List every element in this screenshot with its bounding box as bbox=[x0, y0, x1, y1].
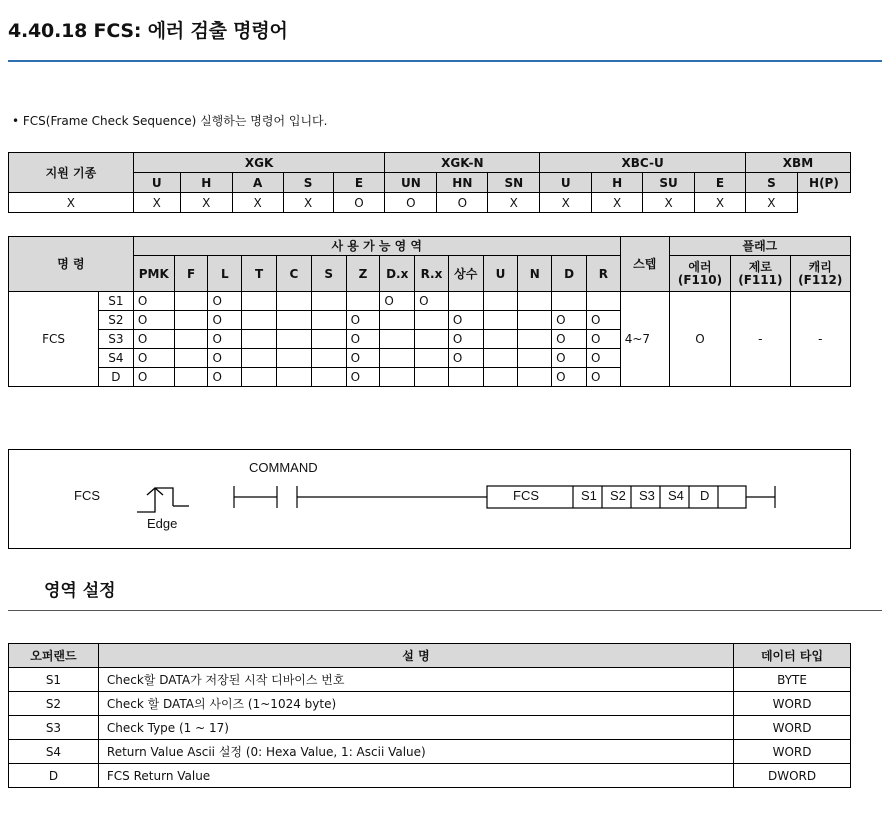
table-row bbox=[9, 716, 851, 740]
area-cell bbox=[242, 368, 277, 387]
area-cell bbox=[174, 292, 208, 311]
support-value: X bbox=[643, 193, 695, 213]
area-cell bbox=[518, 368, 552, 387]
support-value: O bbox=[333, 193, 385, 213]
support-value: X bbox=[283, 193, 333, 213]
box-s4: S4 bbox=[668, 488, 684, 503]
area-cell: O bbox=[133, 368, 174, 387]
intro-text: • FCS(Frame Check Sequence) 실행하는 명령어 입니다. bbox=[12, 114, 328, 128]
area-cell: O bbox=[346, 311, 380, 330]
area-col-header: R bbox=[586, 256, 620, 292]
operand-type: WORD bbox=[734, 740, 851, 764]
operand-name: S3 bbox=[9, 716, 99, 740]
operand-name: S1 bbox=[9, 668, 99, 692]
area-cell bbox=[552, 292, 587, 311]
section-title: 4.40.18 FCS: 에러 검출 명령어 bbox=[8, 20, 288, 42]
support-value: X bbox=[540, 193, 592, 213]
area-cell bbox=[242, 311, 277, 330]
flag-col-header bbox=[669, 256, 730, 292]
operand-description: Return Value Ascii 설정 (0: Hexa Value, 1: Ascii Value) bbox=[98, 740, 733, 764]
model-cell: E bbox=[333, 173, 385, 193]
subsection-divider bbox=[8, 610, 882, 611]
area-col-header: T bbox=[242, 256, 277, 292]
support-value: X bbox=[488, 193, 540, 213]
area-cell: O bbox=[208, 292, 242, 311]
edge-label: Edge bbox=[147, 516, 178, 531]
model-cell: HN bbox=[437, 173, 488, 193]
usage-table bbox=[8, 236, 851, 387]
operand-type: DWORD bbox=[734, 764, 851, 788]
area-col-header: U bbox=[483, 256, 518, 292]
model-cell: A bbox=[232, 173, 283, 193]
support-table bbox=[8, 152, 851, 213]
model-cell: H bbox=[180, 173, 232, 193]
area-cell: O bbox=[552, 330, 587, 349]
area-cell bbox=[483, 292, 518, 311]
flag-value-cell: - bbox=[731, 292, 790, 387]
area-cell bbox=[242, 330, 277, 349]
box-s1: S1 bbox=[581, 488, 597, 503]
area-cell bbox=[518, 292, 552, 311]
operand-description: Check 할 DATA의 사이즈 (1~1024 byte) bbox=[98, 692, 733, 716]
area-cell: O bbox=[448, 311, 483, 330]
ladder-label: FCS bbox=[74, 488, 100, 503]
description-header: 설 명 bbox=[98, 644, 733, 668]
operand-cell: S4 bbox=[99, 349, 134, 368]
area-cell: O bbox=[586, 330, 620, 349]
box-s2: S2 bbox=[610, 488, 626, 503]
area-cell bbox=[518, 349, 552, 368]
command-label: COMMAND bbox=[249, 460, 318, 475]
area-cell bbox=[415, 311, 449, 330]
area-col-header: PMK bbox=[133, 256, 174, 292]
operand-cell: S1 bbox=[99, 292, 134, 311]
table-row bbox=[9, 668, 851, 692]
flag-name: 에러 bbox=[688, 259, 712, 274]
flag-value-cell: - bbox=[790, 292, 851, 387]
operand-description: Check Type (1 ~ 17) bbox=[98, 716, 733, 740]
box-d: D bbox=[700, 488, 710, 503]
area-cell bbox=[242, 349, 277, 368]
area-cell: O bbox=[208, 311, 242, 330]
area-cell bbox=[174, 368, 208, 387]
area-cell bbox=[311, 349, 346, 368]
area-col-header: D bbox=[552, 256, 587, 292]
area-cell: O bbox=[133, 311, 174, 330]
flag-col-header bbox=[790, 256, 851, 292]
support-value: O bbox=[437, 193, 488, 213]
group-xbm: XBM bbox=[745, 153, 850, 173]
area-cell bbox=[415, 330, 449, 349]
step-header: 스텝 bbox=[620, 237, 669, 292]
area-cell bbox=[277, 292, 312, 311]
model-cell: SU bbox=[643, 173, 695, 193]
model-cell: U bbox=[133, 173, 180, 193]
title-divider bbox=[8, 60, 882, 62]
flag-code: (F112) bbox=[798, 272, 843, 287]
model-cell: UN bbox=[385, 173, 437, 193]
area-cell: O bbox=[586, 349, 620, 368]
area-cell bbox=[483, 368, 518, 387]
area-col-header: 상수 bbox=[448, 256, 483, 292]
flag-code: (F110) bbox=[677, 272, 723, 287]
area-cell: O bbox=[133, 292, 174, 311]
area-cell bbox=[174, 330, 208, 349]
model-cell: U bbox=[540, 173, 592, 193]
area-cell bbox=[448, 292, 483, 311]
area-cell: O bbox=[208, 349, 242, 368]
area-cell bbox=[346, 292, 380, 311]
ladder-lines bbox=[9, 450, 850, 548]
operand-name: S2 bbox=[9, 692, 99, 716]
model-cell: H bbox=[592, 173, 643, 193]
operand-name: D bbox=[9, 764, 99, 788]
area-cell: O bbox=[346, 330, 380, 349]
area-cell: O bbox=[133, 330, 174, 349]
box-fcs: FCS bbox=[513, 488, 539, 503]
area-cell: O bbox=[415, 292, 449, 311]
flag-header: 플래그 bbox=[669, 237, 850, 256]
area-cell: O bbox=[586, 368, 620, 387]
area-cell bbox=[380, 349, 415, 368]
command-cell: FCS bbox=[9, 292, 99, 387]
operand-table bbox=[8, 643, 851, 788]
area-col-header: S bbox=[311, 256, 346, 292]
flag-value-cell: O bbox=[669, 292, 730, 387]
support-value: X bbox=[592, 193, 643, 213]
area-cell bbox=[277, 311, 312, 330]
operand-type: WORD bbox=[734, 716, 851, 740]
operand-type: BYTE bbox=[734, 668, 851, 692]
area-cell bbox=[311, 311, 346, 330]
group-xgk: XGK bbox=[133, 153, 385, 173]
area-cell bbox=[242, 292, 277, 311]
area-cell: O bbox=[552, 349, 587, 368]
step-cell: 4~7 bbox=[620, 292, 669, 387]
operand-cell: S2 bbox=[99, 311, 134, 330]
support-value: X bbox=[9, 193, 134, 213]
area-cell: O bbox=[448, 349, 483, 368]
support-value: X bbox=[180, 193, 232, 213]
area-cell bbox=[483, 311, 518, 330]
subsection-title: 영역 설정 bbox=[44, 581, 116, 601]
area-cell: O bbox=[552, 368, 587, 387]
support-value: X bbox=[232, 193, 283, 213]
model-cell: SN bbox=[488, 173, 540, 193]
model-cell: S bbox=[745, 173, 797, 193]
area-col-header: C bbox=[277, 256, 312, 292]
area-cell: O bbox=[208, 330, 242, 349]
area-cell bbox=[277, 330, 312, 349]
area-cell bbox=[415, 349, 449, 368]
model-cell: H(P) bbox=[797, 173, 850, 193]
area-cell bbox=[277, 368, 312, 387]
operand-description: FCS Return Value bbox=[98, 764, 733, 788]
flag-name: 캐리 bbox=[808, 259, 832, 274]
area-cell: O bbox=[346, 368, 380, 387]
area-cell bbox=[518, 330, 552, 349]
area-col-header: Z bbox=[346, 256, 380, 292]
area-cell: O bbox=[552, 311, 587, 330]
area-cell: O bbox=[448, 330, 483, 349]
area-cell bbox=[518, 311, 552, 330]
support-row-label: 지원 기종 bbox=[9, 153, 134, 193]
area-col-header: R.x bbox=[415, 256, 449, 292]
table-row bbox=[9, 740, 851, 764]
support-value: O bbox=[385, 193, 437, 213]
support-value: X bbox=[745, 193, 797, 213]
area-cell bbox=[448, 368, 483, 387]
area-col-header: N bbox=[518, 256, 552, 292]
group-xbc-u: XBC-U bbox=[540, 153, 746, 173]
operand-description: Check할 DATA가 저장된 시작 디바이스 번호 bbox=[98, 668, 733, 692]
area-cell bbox=[311, 292, 346, 311]
area-cell bbox=[277, 349, 312, 368]
operand-cell: D bbox=[99, 368, 134, 387]
area-cell bbox=[415, 368, 449, 387]
area-cell: O bbox=[133, 349, 174, 368]
area-cell bbox=[483, 330, 518, 349]
area-cell bbox=[483, 349, 518, 368]
support-value: X bbox=[133, 193, 180, 213]
operand-name: S4 bbox=[9, 740, 99, 764]
table-row bbox=[9, 692, 851, 716]
area-cell bbox=[586, 292, 620, 311]
area-cell: O bbox=[208, 368, 242, 387]
group-xgk-n: XGK-N bbox=[385, 153, 540, 173]
area-cell bbox=[380, 368, 415, 387]
model-cell: E bbox=[695, 173, 746, 193]
table-row bbox=[9, 764, 851, 788]
operand-header: 오퍼랜드 bbox=[9, 644, 99, 668]
area-cell bbox=[174, 349, 208, 368]
area-header: 사 용 가 능 영 역 bbox=[133, 237, 620, 256]
support-value: X bbox=[695, 193, 746, 213]
area-cell: O bbox=[346, 349, 380, 368]
area-col-header: D.x bbox=[380, 256, 415, 292]
model-cell: S bbox=[283, 173, 333, 193]
flag-col-header bbox=[731, 256, 790, 292]
area-col-header: F bbox=[174, 256, 208, 292]
flag-code: (F111) bbox=[738, 272, 783, 287]
area-cell bbox=[311, 330, 346, 349]
area-col-header: L bbox=[208, 256, 242, 292]
datatype-header: 데이터 타입 bbox=[734, 644, 851, 668]
area-cell bbox=[311, 368, 346, 387]
box-s3: S3 bbox=[639, 488, 655, 503]
table-row bbox=[9, 292, 851, 311]
area-cell: O bbox=[380, 292, 415, 311]
flag-name: 제로 bbox=[748, 259, 772, 274]
operand-type: WORD bbox=[734, 692, 851, 716]
area-cell: O bbox=[586, 311, 620, 330]
area-cell bbox=[174, 311, 208, 330]
area-cell bbox=[380, 311, 415, 330]
operand-cell: S3 bbox=[99, 330, 134, 349]
ladder-diagram bbox=[8, 449, 851, 549]
command-header: 명 령 bbox=[9, 237, 134, 292]
area-cell bbox=[380, 330, 415, 349]
